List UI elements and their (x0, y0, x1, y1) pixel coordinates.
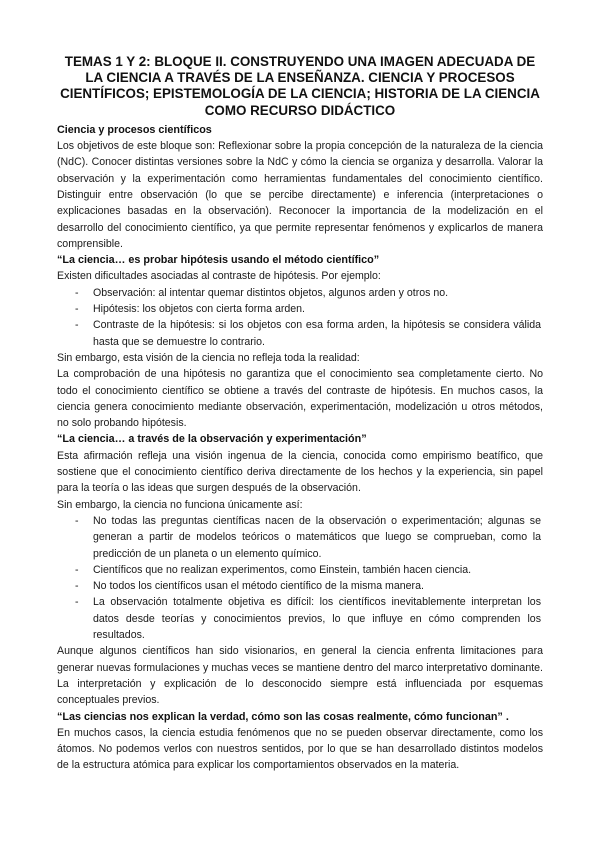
section-heading-observacion: “La ciencia… a través de la observación y experimentación” (57, 433, 367, 446)
list-item: - Observación: al intentar quemar distintos objetos, algunos arden y otros no. (57, 285, 543, 301)
list-item: - Científicos que no realizan experimentos, como Einstein, también hacen ciencia. (57, 562, 543, 578)
paragraph-body: Esta afirmación refleja una visión ingenua de la ciencia, conocida como empirismo beatífico, que sostiene que el conocimiento científico deriva directamente de los hechos y la experiencia, sin papel para la teoría o las ideas que surgen después de la observación. (57, 449, 543, 495)
section-heading-procesos: Ciencia y procesos científicos (57, 123, 212, 136)
document-title: TEMAS 1 Y 2: BLOQUE II. CONSTRUYENDO UNA IMAGEN ADECUADA DE LA CIENCIA A TRAVÉS DE LA ENSEÑANZA. CIENCIA Y PROCESOS CIENTÍFICOS; EPISTEMOLOGÍA DE LA CIENCIA; HISTORIA DE LA CIENCIA COMO RECURSO DIDÁCTICO (60, 54, 540, 118)
paragraph-after: Aunque algunos científicos han sido visionarios, en general la ciencia enfrenta limitaciones para generar nuevas formulaciones y muchas veces se mantiene dentro del marco interpretativo dominante. La interpretación y explicación de lo desconocido siempre está influenciada por esquemas conceptuales previos. (57, 645, 543, 707)
section-heading-verdad: “Las ciencias nos explican la verdad, cómo son las cosas realmente, cómo funcionan” . (57, 710, 509, 723)
paragraph-intro: Existen dificultades asociadas al contraste de hipótesis. Por ejemplo: (57, 270, 381, 283)
list-item: - Hipótesis: los objetos con cierta forma arden. (57, 301, 543, 317)
list-item: - Contraste de la hipótesis: si los objetos con esa forma arden, la hipótesis se considera válida hasta que se demuestre lo contrario. (57, 317, 543, 350)
paragraph-body: La comprobación de una hipótesis no garantiza que el conocimiento sea completamente cierto. No todo el conocimiento científico se obtiene a través del contraste de hipótesis. En muchos casos, la ciencia genera conocimiento mediante observación, experimentación, modelización u otros métodos, no solo probando hipótesis. (57, 368, 543, 430)
list-item: - No todas las preguntas científicas nacen de la observación o experimentación; algunas se generan a partir de modelos teóricos o matemáticos que luego se comprueban, como la predicción de un planeta o un elemento químico. (57, 513, 543, 562)
list-item: - No todos los científicos usan el método científico de la misma manera. (57, 578, 543, 594)
paragraph-after: Sin embargo, esta visión de la ciencia no refleja toda la realidad: (57, 351, 360, 364)
bullet-list-hipotesis (57, 285, 543, 350)
section-body-objetivos: Los objetivos de este bloque son: Reflexionar sobre la propia concepción de la naturaleza de la ciencia (NdC). Conocer distintas versiones sobre la NdC y cómo la ciencia se organiza y desarrolla. Valorar la observación y la experimentación como herramientas fundamentales del conocimiento científico. Distinguir entre observación (lo que se percibe directamente) e inferencia (interpretaciones o explicaciones basadas en la observación). Reconocer la importancia de la modelización en el desarrollo del conocimiento científico, ya que permite representar fenómenos y explicarlos de manera comprensible. (57, 140, 543, 250)
paragraph-body: En muchos casos, la ciencia estudia fenómenos que no se pueden observar directamente, como los átomos. No podemos verlos con nuestros sentidos, por lo que se han desarrollado distintos modelos de la estructura atómica para explicar los comportamientos observados en la materia. (57, 726, 543, 772)
list-item: - La observación totalmente objetiva es difícil: los científicos inevitablemente interpretan los datos desde teorías y conocimientos previos, lo que influye en cómo comprenden los resultados. (57, 594, 543, 643)
paragraph-intro: Sin embargo, la ciencia no funciona únicamente así: (57, 498, 303, 511)
section-heading-hipotesis: “La ciencia… es probar hipótesis usando el método científico” (57, 254, 380, 267)
bullet-list-observacion (57, 513, 543, 643)
